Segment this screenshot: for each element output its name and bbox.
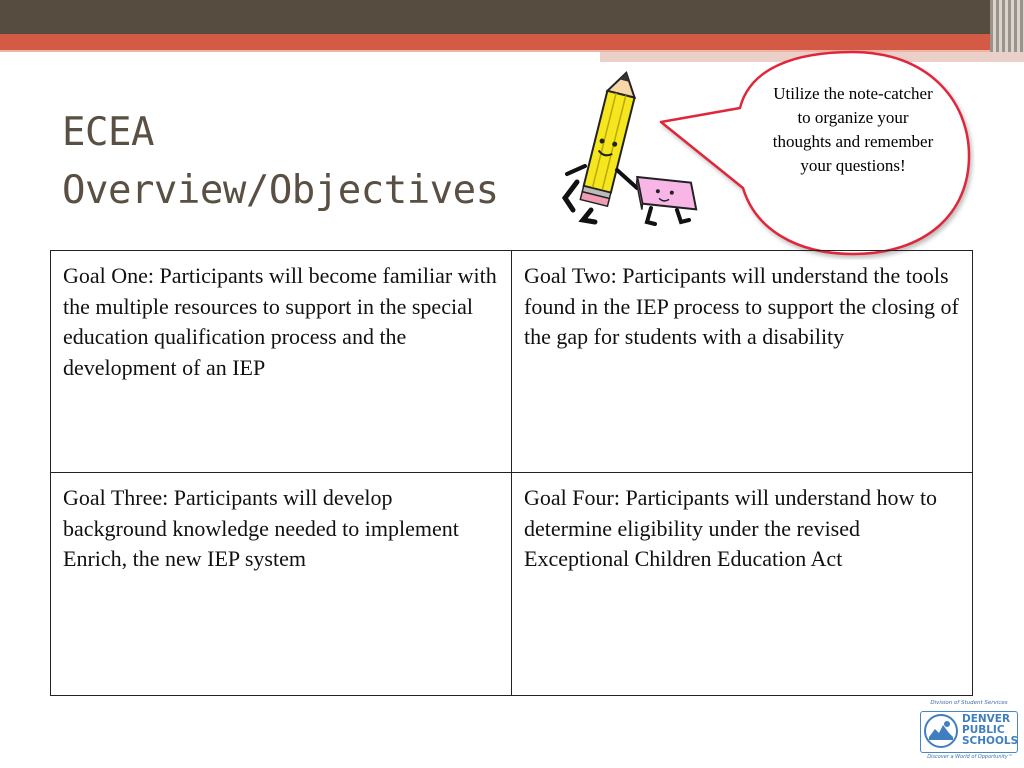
dps-logo-words bbox=[962, 714, 1018, 747]
goal-four-cell: Goal Four: Participants will understand how to determine eligibility under the revised Exceptional Children Education Act bbox=[512, 473, 973, 696]
logo-word-public: PUBLIC bbox=[962, 724, 1005, 736]
goal-three-cell: Goal Three: Participants will develop background knowledge needed to implement Enrich, the new IEP system bbox=[51, 473, 512, 696]
logo-tagline: Discover a World of Opportunity™ bbox=[927, 754, 1013, 760]
goals-table bbox=[50, 250, 973, 696]
table-row bbox=[51, 251, 973, 473]
slide-title-line-2: Overview/Objectives bbox=[62, 168, 499, 213]
logo-division-text: Division of Student Services bbox=[930, 700, 1008, 706]
logo-word-denver: DENVER bbox=[962, 713, 1011, 725]
goal-one-cell: Goal One: Participants will become familiar with the multiple resources to support in the special education qualification process and the development of an IEP bbox=[51, 251, 512, 473]
callout-text: Utilize the note-catcher to organize your thoughts and remember your questions! bbox=[772, 84, 934, 175]
slide-title-line-1: ECEA bbox=[62, 110, 154, 155]
header-band-dark bbox=[0, 0, 1024, 34]
logo-word-schools: SCHOOLS bbox=[962, 735, 1019, 747]
header-stripes bbox=[990, 0, 1024, 52]
table-row bbox=[51, 473, 973, 696]
goal-two-cell: Goal Two: Participants will understand the tools found in the IEP process to support the closing of the gap for students with a disability bbox=[512, 251, 973, 473]
slide-title bbox=[62, 104, 499, 220]
dps-emblem-icon bbox=[923, 713, 959, 749]
